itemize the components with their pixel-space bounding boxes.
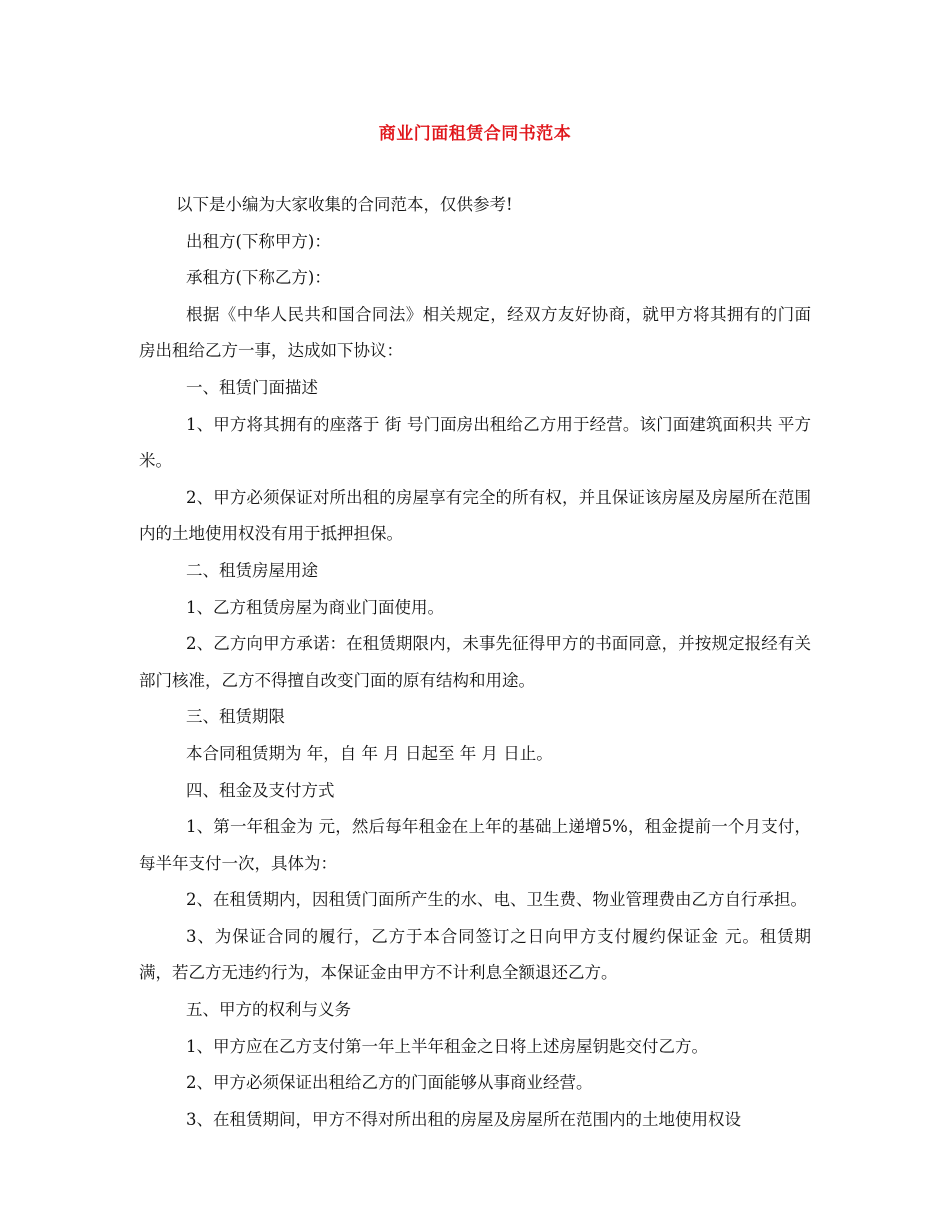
document-paragraph: 一、租赁门面描述 [186,377,318,397]
document-paragraph: 三、租赁期限 [186,707,285,727]
document-paragraph: 出租方(下称甲方)： [186,231,331,251]
document-paragraph: 1、甲方将其拥有的座落于 街 号门面房出租给乙方用于经营。该门面建筑面积共 平方米。 [139,414,811,471]
document-paragraph: 1、第一年租金为 元，然后每年租金在上年的基础上递增5%，租金提前一个月支付，每半年支付一次，具体为： [139,817,811,873]
document-paragraph: 2、甲方必须保证对所出租的房屋享有完全的所有权，并且保证该房屋及房屋所在范围内的土地使用权没有用于抵押担保。 [139,487,811,544]
document-paragraph: 1、乙方租赁房屋为商业门面使用。 [186,597,444,617]
document-paragraph: 2、甲方必须保证出租给乙方的门面能够从事商业经营。 [186,1073,593,1093]
document-paragraph: 五、甲方的权利与义务 [186,1000,351,1020]
document-title: 商业门面租赁合同书范本 [378,124,572,144]
document-paragraph: 1、甲方应在乙方支付第一年上半年租金之日将上述房屋钥匙交付乙方。 [186,1036,708,1056]
document-paragraph: 2、乙方向甲方承诺：在租赁期限内，未事先征得甲方的书面同意，并按规定报经有关部门核准，乙方不得擅自改变门面的原有结构和用途。 [139,634,811,690]
document-paragraph: 2、在租赁期内，因租赁门面所产生的水、电、卫生费、物业管理费由乙方自行承担。 [186,890,807,910]
document-paragraph: 3、为保证合同的履行，乙方于本合同签订之日向甲方支付履约保证金 元。租赁期满，若乙方无违约行为，本保证金由甲方不计利息全额退还乙方。 [139,926,811,983]
document-body [139,187,811,1138]
document-paragraph: 二、租赁房屋用途 [186,560,318,580]
document-paragraph: 本合同租赁期为 年，自 年 月 日起至 年 月 日止。 [186,743,553,763]
document-paragraph: 3、在租赁期间，甲方不得对所出租的房屋及房屋所在范围内的土地使用权设 [186,1109,741,1129]
document-paragraph: 以下是小编为大家收集的合同范本，仅供参考! [176,195,513,214]
document-paragraph: 四、租金及支付方式 [186,780,335,800]
document-paragraph: 根据《中华人民共和国合同法》相关规定，经双方友好协商，就甲方将其拥有的门面房出租给乙方一事，达成如下协议： [139,304,811,361]
document-paragraph: 承租方(下称乙方)： [186,268,331,288]
